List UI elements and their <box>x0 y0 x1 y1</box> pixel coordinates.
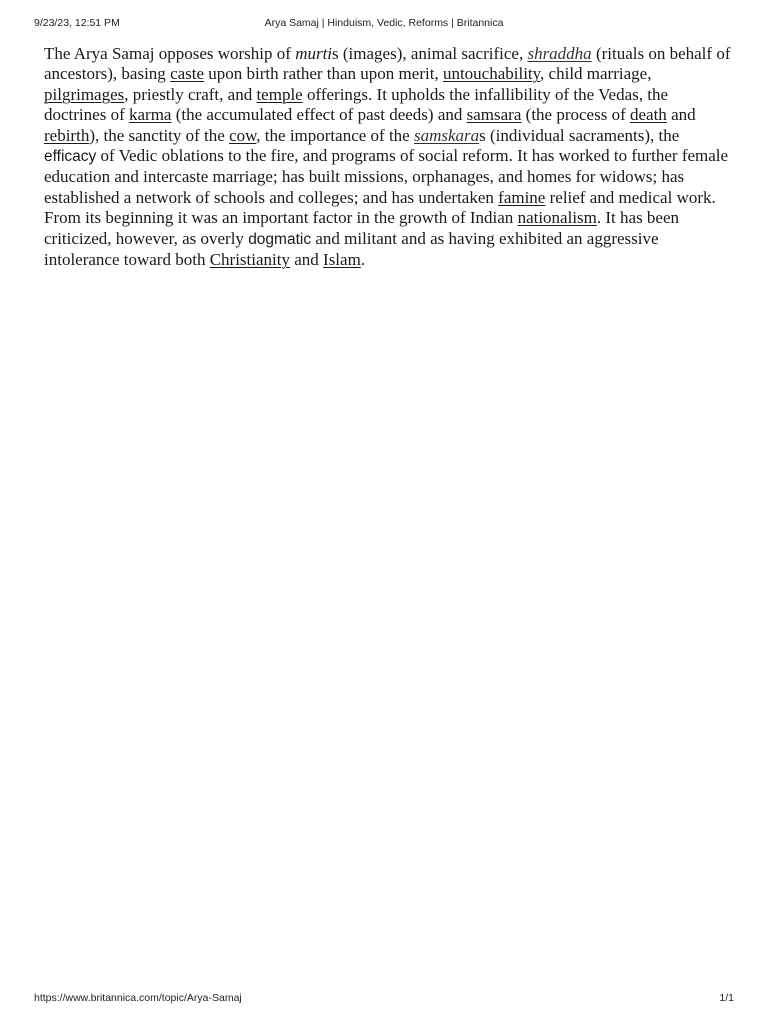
article-paragraph <box>44 44 734 270</box>
link-untouchability[interactable]: untouchability <box>442 64 541 84</box>
text-run: (the process of <box>521 105 630 125</box>
link-karma[interactable]: karma <box>128 105 172 125</box>
print-header <box>0 17 768 31</box>
term-dogmatic: dogmatic <box>248 230 312 248</box>
text-run: and militant and as having exhibited an aggressive intolerance toward both <box>44 228 659 270</box>
link-nationalism[interactable]: nationalism <box>517 208 597 228</box>
text-run: (the accumulated effect of past deeds) and <box>171 105 467 125</box>
link-samskara[interactable]: samskara <box>413 125 480 145</box>
text-run: and <box>666 105 696 125</box>
text-run: , priestly craft, and <box>124 84 257 104</box>
print-page-number: 1/1 <box>719 992 734 1004</box>
print-datetime: 9/23/23, 12:51 PM <box>34 17 120 29</box>
link-christianity[interactable]: Christianity <box>209 250 290 270</box>
link-caste[interactable]: caste <box>170 64 205 84</box>
text-run: and <box>289 250 324 270</box>
text-run: s (images), animal sacrifice, <box>332 44 528 63</box>
text-run: . <box>360 250 366 270</box>
term-efficacy: efficacy <box>44 148 97 166</box>
term-murti: murti <box>295 44 333 63</box>
text-run: (rituals on behalf of ancestors), basing <box>44 44 731 84</box>
text-run: . It has been criticized, however, as overly <box>44 208 680 248</box>
print-footer <box>0 992 768 1006</box>
text-run: ), the sanctity of the <box>89 125 230 145</box>
text-run: , the importance of the <box>256 125 414 145</box>
print-url: https://www.britannica.com/topic/Arya-Samaj <box>34 992 242 1004</box>
link-shraddha[interactable]: shraddha <box>527 44 592 63</box>
text-run: , child marriage, <box>540 64 652 84</box>
text-run: upon birth rather than upon merit, <box>204 64 443 84</box>
text-run: of Vedic oblations to the fire, and programs of social reform. It has worked to further female education and intercaste marriage; has built missions, orphanages, and homes for widows; has established a network of schools and colleges; and has undertaken <box>44 146 729 207</box>
text-run: relief and medical work. From its beginning it was an important factor in the growth of Indian <box>44 187 716 228</box>
link-rebirth[interactable]: rebirth <box>44 125 90 145</box>
link-pilgrimages[interactable]: pilgrimages <box>44 84 125 104</box>
link-death[interactable]: death <box>629 105 667 125</box>
link-samsara[interactable]: samsara <box>466 105 522 125</box>
print-page-title: Arya Samaj | Hinduism, Vedic, Reforms | Britannica <box>264 17 504 29</box>
text-run: s (individual sacraments), the <box>479 125 680 145</box>
text-run: The Arya Samaj opposes worship of <box>44 44 296 63</box>
link-islam[interactable]: Islam <box>323 250 361 270</box>
link-famine[interactable]: famine <box>498 187 546 207</box>
link-temple[interactable]: temple <box>256 84 303 104</box>
link-cow[interactable]: cow <box>229 125 257 145</box>
text-run: offerings. It upholds the infallibility of the Vedas, the doctrines of <box>44 84 669 125</box>
